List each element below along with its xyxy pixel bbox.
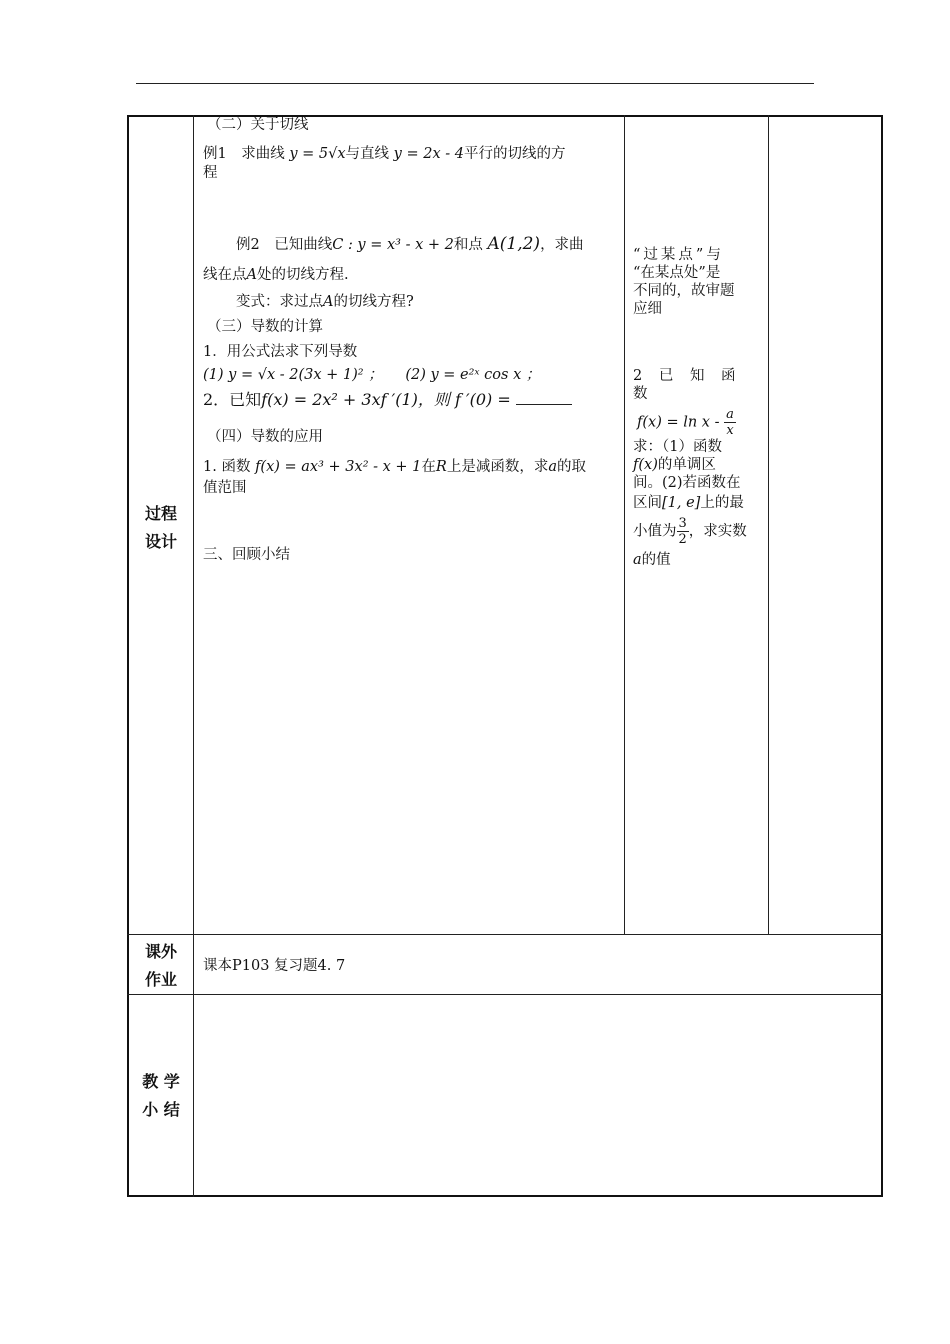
homework-text: 课本P103 复习题4. 7 [203, 958, 346, 974]
homework-label [130, 938, 192, 994]
example2-curve: C : y = x³ - x + 2 [332, 237, 454, 253]
homework-label-line2: 作业 [144, 970, 177, 989]
side-q2-fx: f(x) [633, 457, 658, 473]
process-label [130, 500, 192, 556]
section-derivative-calc-heading: （三）导数的计算 [207, 319, 323, 335]
example2-point: A(1,2) [487, 234, 541, 254]
example2-text-e: 处的切线方程. [256, 267, 349, 283]
side-q2-line3: 求：（1）函数 [633, 439, 722, 455]
variant-text-a: 变式：求过点 [236, 294, 323, 310]
summary-label [130, 1068, 192, 1124]
extra-column-divider [768, 115, 769, 935]
header-rule [136, 83, 814, 84]
app-var-a: a [548, 459, 557, 475]
calc-formulas [203, 366, 540, 384]
side-q2-interval: [1, e] [662, 495, 701, 511]
label-column-divider [193, 115, 194, 1197]
side-note-1-line2: “在某点处”是 [633, 265, 721, 281]
summary-label-line2: 小 结 [142, 1100, 180, 1119]
row-divider-2 [127, 994, 883, 995]
side-q2-min-fraction [677, 516, 689, 547]
side-q2-fraction-num: a [726, 407, 734, 422]
example1-curve: y = 5√x [289, 146, 346, 162]
calc-item2-eq: f(x) = 2x² + 3xf ′(1)，则 f ′(0) = [261, 390, 511, 409]
example1-text-c: 平行的切线的方 [463, 146, 566, 162]
side-question-2 [633, 367, 761, 569]
side-q2-line2 [637, 407, 761, 438]
section-tangent-heading: （二）关于切线 [207, 117, 309, 133]
calc-item1: 1．用公式法求下列导数 [203, 344, 358, 360]
app-set-r: R [435, 459, 447, 475]
example2-text-b: 和点 [453, 237, 483, 253]
side-note-1-line4: 应细 [633, 301, 662, 317]
process-label-line1: 过程 [144, 504, 177, 523]
app-text-c: 上是减函数，求 [446, 459, 549, 475]
side-q2-line6 [633, 494, 761, 512]
example2-text-a: 例2 已知曲线 [236, 237, 333, 253]
calc-formula-1: (1) y = √x - 2(3x + 1)² ； [203, 367, 383, 383]
calc-item2-text: 2．已知 [203, 390, 262, 409]
side-q2-fraction-den: x [726, 423, 734, 438]
variant-text-b: 的切线方程? [333, 294, 414, 310]
side-note-1-line1: “过某点”与 [633, 247, 724, 263]
process-label-line2: 设计 [144, 532, 177, 551]
side-q2-line7-a: 小值为 [633, 523, 677, 540]
app-item1-line2: 值范围 [203, 480, 247, 496]
example2-text-d: 线在点 [203, 267, 247, 283]
summary-label-line1: 教 学 [142, 1072, 180, 1091]
row-divider-1 [127, 934, 883, 935]
side-q2-line6-b: 上的最 [700, 495, 744, 511]
example2-text-c: ，求曲 [540, 237, 584, 253]
app-text-b: 在 [421, 459, 436, 475]
variant-line [236, 293, 414, 311]
calc-formula-2: (2) y = e²ˣ cos x ； [405, 367, 541, 383]
app-text-d: 的取 [556, 459, 586, 475]
app-function: f(x) = ax³ + 3x² - x + 1 [255, 459, 422, 475]
app-text-a: 1. 函数 [203, 459, 251, 475]
review-heading: 三、回顾小结 [203, 547, 290, 563]
example1-line-eq: y = 2x - 4 [393, 146, 464, 162]
side-q2-var-a: a [633, 552, 642, 568]
example2-line2 [203, 266, 349, 284]
answer-blank [516, 392, 572, 405]
example1-text-b: 与直线 [345, 146, 390, 162]
side-q2-line6-a: 区间 [633, 495, 662, 511]
side-q2-line8-text: 的值 [641, 552, 671, 568]
side-q2-line4 [633, 456, 761, 474]
side-note-1-line3: 不同的，故审题 [633, 283, 735, 299]
calc-item2 [203, 391, 572, 409]
side-q2-function: f(x) = ln x - [637, 414, 720, 431]
side-q2-line1: 2 已 知 函 数 [633, 368, 742, 402]
side-note-1 [633, 246, 761, 318]
example1-line2: 程 [203, 165, 218, 181]
side-q2-line7 [633, 516, 761, 547]
section-derivative-app-heading: （四）导数的应用 [207, 429, 323, 445]
notes-column-divider [624, 115, 625, 935]
side-q2-min-num: 3 [678, 516, 687, 531]
side-q2-min-den: 2 [678, 532, 687, 547]
side-q2-line7-b: ，求实数 [688, 523, 747, 540]
example1-text-a: 例1 求曲线 [203, 146, 285, 162]
app-item1-line1 [203, 458, 586, 476]
side-q2-line5: 间。(2)若函数在 [633, 475, 741, 491]
homework-label-line1: 课外 [144, 942, 177, 961]
side-q2-line8 [633, 551, 761, 569]
side-q2-fraction [724, 407, 736, 438]
example2-line1 [236, 235, 584, 254]
example2-point-a: A [246, 267, 257, 283]
variant-point-a: A [323, 294, 334, 310]
side-q2-line4-text: 的单调区 [657, 457, 716, 473]
example1-line1 [203, 145, 565, 163]
